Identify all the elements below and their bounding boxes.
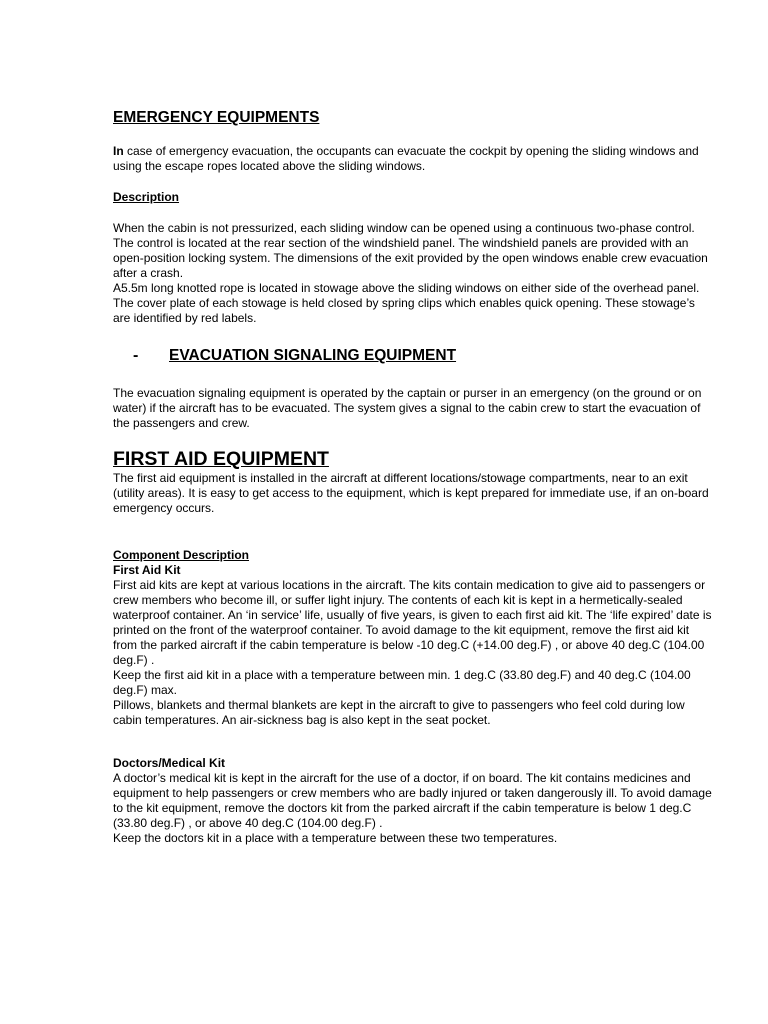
first-aid-kit-paragraph-2: Keep the first aid kit in a place with a temperature between min. 1 deg.C (33.80 deg.F) and 40 deg.C (104.00 deg.F) max. xyxy=(113,668,691,697)
description-paragraph-1: When the cabin is not pressurized, each sliding window can be opened using a continuous two-phase control. The control is located at the rear section of the windshield panel. The windshield panels are provided with an open-position locking system. The dimensions of the exit provided by the open windows enable crew evacuation after a crash. xyxy=(113,221,708,280)
intro-paragraph xyxy=(113,144,713,174)
intro-text: case of emergency evacuation, the occupants can evacuate the cockpit by opening the sliding windows and using the escape ropes located above the sliding windows. xyxy=(113,144,699,173)
document-body xyxy=(113,108,713,846)
first-aid-kit-heading: First Aid Kit xyxy=(113,563,181,577)
evacuation-paragraph: The evacuation signaling equipment is operated by the captain or purser in an emergency (on the ground or on water) if the aircraft has to be evacuated. The system gives a signal to the cabin crew to start the evacuation of the passengers and crew. xyxy=(113,386,702,430)
first-aid-kit-paragraph-3: Pillows, blankets and thermal blankets are kept in the aircraft to give to passengers who feel cold during low cabin temperatures. An air-sickness bag is also kept in the seat pocket. xyxy=(113,698,685,727)
component-description-heading: Component Description xyxy=(113,548,250,562)
first-aid-equipment-heading: FIRST AID EQUIPMENT xyxy=(113,448,329,470)
description-paragraph-2: A5.5m long knotted rope is located in stowage above the sliding windows on either side of the overhead panel. The cover plate of each stowage is held closed by spring clips which enables quick opening. These stowage’s are identified by red labels. xyxy=(113,281,700,325)
description-heading: Description xyxy=(113,190,180,204)
intro-lead-word: In xyxy=(113,144,124,158)
first-aid-kit-paragraph-1: First aid kits are kept at various locations in the aircraft. The kits contain medication to give aid to passengers or crew members who become ill, or suffer light injury. The contents of each kit is kept in a hermetically-sealed waterproof container. An ‘in service’ life, usually of five years, is given to each first aid kit. The ‘life expired’ date is printed on the front of the waterproof container. To avoid damage to the kit equipment, remove the first aid kit from the parked aircraft if the cabin temperature is below -10 deg.C (+14.00 deg.F) , or above 40 deg.C (104.00 deg.F) . xyxy=(113,578,712,667)
doctors-kit-paragraph-2: Keep the doctors kit in a place with a temperature between these two temperatures. xyxy=(113,831,558,845)
emergency-equipments-heading: EMERGENCY EQUIPMENTS xyxy=(113,109,320,126)
doctors-medical-kit-heading: Doctors/Medical Kit xyxy=(113,756,226,770)
heading-dash: - xyxy=(133,347,139,364)
doctors-kit-paragraph-1: A doctor’s medical kit is kept in the aircraft for the use of a doctor, if on board. The kit contains medicines and equipment to help passengers or crew members who are badly injured or taken dangerously ill. To avoid damage to the kit equipment, remove the doctors kit from the parked aircraft if the cabin temperature is below 1 deg.C (33.80 deg.F) , or above 40 deg.C (104.00 deg.F) . xyxy=(113,771,712,830)
evacuation-signaling-heading: EVACUATION SIGNALING EQUIPMENT xyxy=(169,347,457,364)
first-aid-paragraph: The first aid equipment is installed in the aircraft at different locations/stowage compartments, near to an exit (utility areas). It is easy to get access to the equipment, which is kept prepared for immediate use, if an on-board emergency occurs. xyxy=(113,471,709,515)
evacuation-heading-row xyxy=(133,346,713,366)
